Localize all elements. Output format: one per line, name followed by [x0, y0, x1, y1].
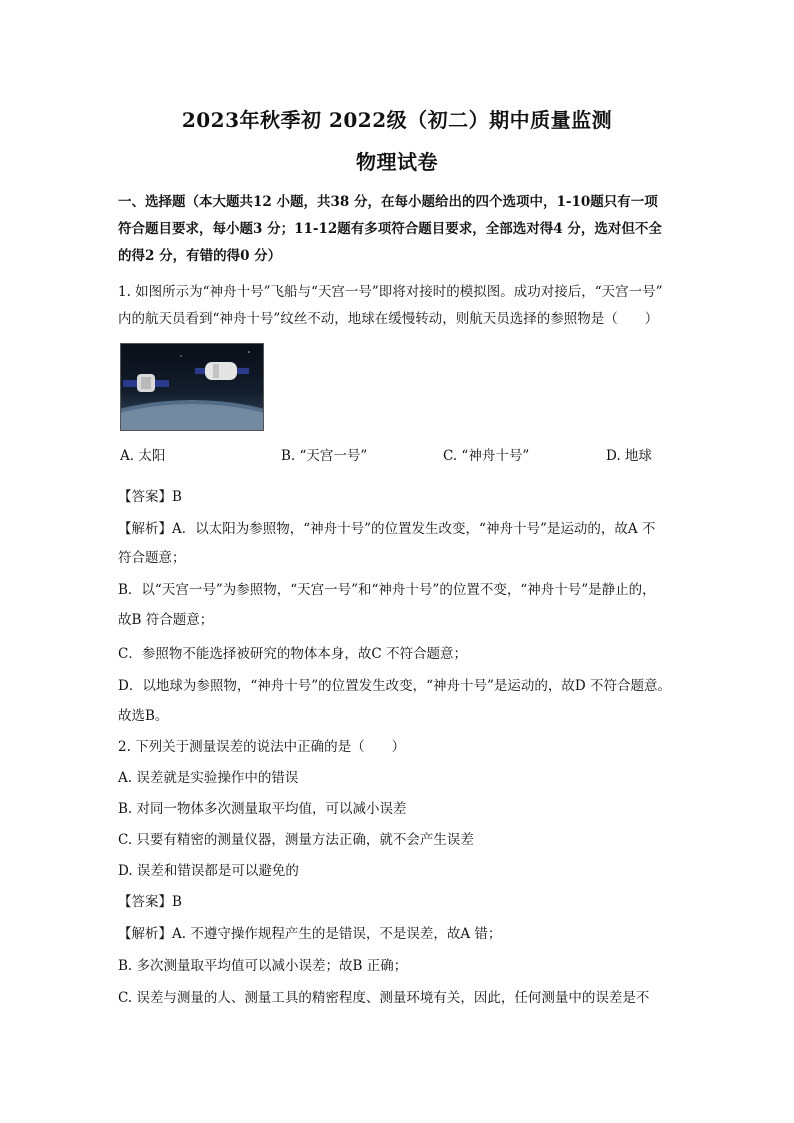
question-1-analysis-line: D．以地球为参照物，“神舟十号”的位置发生改变，“神舟十号”是运动的，故D 不符合题意。 [118, 678, 672, 694]
spacecraft-docking-image [120, 343, 264, 431]
exam-title: 2023年秋季初 2022级（初二）期中质量监测 [181, 108, 613, 132]
question-2-analysis-line: 【解析】A. 不遵守操作规程产生的是错误，不是误差，故A 错； [118, 926, 502, 942]
question-1-option-d: D. 地球 [606, 448, 652, 464]
question-1-stem-line: 内的航天员看到“神舟十号”纹丝不动，地球在缓慢转动，则航天员选择的参照物是（ ） [118, 311, 659, 327]
exam-subtitle: 物理试卷 [356, 150, 438, 174]
question-1-option-b: B. “天宫一号” [281, 448, 368, 464]
question-2-analysis-line: B. 多次测量取平均值可以减小误差；故B 正确； [118, 958, 408, 974]
question-1-analysis-line: 故选B。 [118, 708, 169, 724]
question-2-stem: 2. 下列关于测量误差的说法中正确的是（ ） [118, 739, 406, 755]
question-1-answer: 【答案】B [118, 489, 182, 505]
question-1-analysis-line: C．参照物不能选择被研究的物体本身，故C 不符合题意； [118, 646, 467, 662]
question-2-option-c: C. 只要有精密的测量仪器，测量方法正确，就不会产生误差 [118, 832, 474, 848]
question-1-analysis-line: 故B 符合题意； [118, 612, 214, 628]
question-2-answer: 【答案】B [118, 894, 182, 910]
section-instruction-line: 符合题目要求，每小题3 分；11-12题有多项符合题目要求，全部选对得4 分，选对但不全 [118, 221, 662, 237]
question-1-option-a: A. 太阳 [120, 448, 166, 464]
question-2-option-b: B. 对同一物体多次测量取平均值，可以减小误差 [118, 801, 407, 817]
question-1-option-c: C. “神舟十号” [443, 448, 530, 464]
section-instruction-line: 一、选择题（本大题共12 小题，共38 分，在每小题给出的四个选项中，1-10题只有一项 [118, 194, 658, 210]
question-2-option-a: A. 误差就是实验操作中的错误 [118, 770, 299, 786]
question-1-stem-line: 1. 如图所示为“神舟十号”飞船与“天宫一号”即将对接时的模拟图。成功对接后，“天宫一号” [118, 284, 663, 300]
question-1-analysis-line: 【解析】A．以太阳为参照物，“神舟十号”的位置发生改变，“神舟十号”是运动的，故A 不 [118, 521, 656, 537]
question-2-analysis-line: C. 误差与测量的人、测量工具的精密程度、测量环境有关，因此，任何测量中的误差是不 [118, 990, 650, 1006]
question-1-analysis-line: B．以“天宫一号”为参照物，“天宫一号”和“神舟十号”的位置不变，“神舟十号”是静止的， [118, 582, 656, 598]
question-2-option-d: D. 误差和错误都是可以避免的 [118, 863, 299, 879]
question-1-analysis-line: 符合题意； [118, 550, 186, 566]
section-instruction-line: 的得2 分，有错的得0 分） [118, 248, 282, 264]
